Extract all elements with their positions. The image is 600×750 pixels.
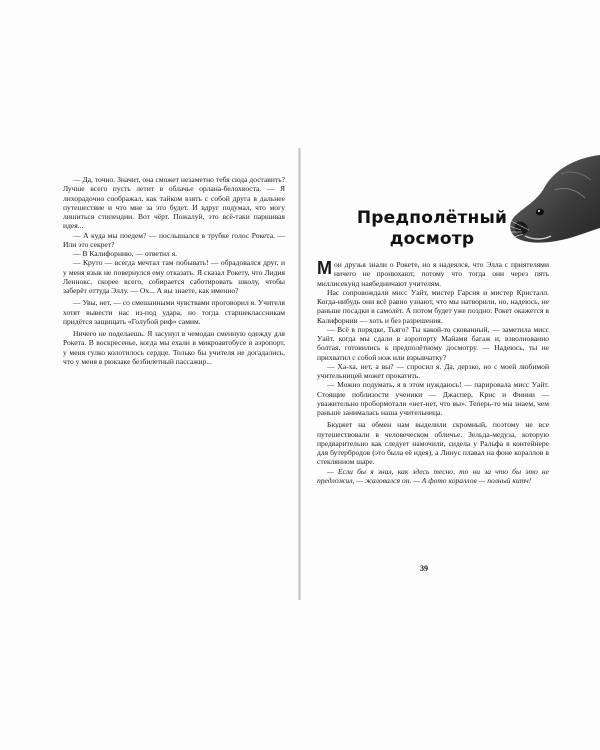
right-paragraph-5: — Можно подумать, я в этом нуждаюсь! — парировала мисс Уайт. Стоящие поблизости ученики — Джаспер, Крис и Финни — уважительно пробормотали «нет-нет, что вы». Теперь-то мы знаем, чем раньше занималась наша учительница. [317,380,549,417]
left-paragraph-3: — В Калифорнию, — ответил я. [73,249,178,258]
right-paragraph-1: ои друзья знали о Рокете, но я надеялся, что Элла с приятелями ничего не пронюхают, потому что тогда они через пять миллисекунд наябедничают учителям. [317,260,549,288]
chapter-title: Предполётный досмотр [356,208,508,249]
right-paragraph-4: — Ха-ха, нет, а вы? — спросил я. Да, дерзко, но с моей любимой учительницей может прокатить. [317,361,549,380]
left-page [63,175,285,366]
right-paragraph-2: Нас сопровождали мисс Уайт, мистер Гарсия и мистер Кристалл. Когда-нибудь они всё равно узнают, что мы натворили, но, надеюсь, не раньше посадки в самолёт. А потом будет уже поздно: Рокет окажется в Калифорнии — хоть и без разрешения. [317,287,549,325]
drop-cap: М [317,258,332,278]
left-paragraph-2: — А куда мы поедем? — послышался в трубке голос Рокета. — Или это секрет? [63,230,285,249]
right-paragraph-3: — Всё в порядке, Тьяго? Ты какой-то скованный, — заметила мисс Уайт, когда мы сдали в аэропорту Майами багаж и, взволнованно болтая, готовились к предполётному досмотру. — Надеюсь, ты не прихватил с собой нож или взрывчатку? [317,324,549,362]
left-paragraph-4: — Круто — всегда мечтал там побывать! — обрадовался друг, и у меня язык не повернулся ему отказать. Я сказал Рокету, что Лидия Леннокс, скорее всего, собирается саботировать школу, чтобы заберёт оттуда Эллу. — Ох... А вы знаете, как именно? [63,258,285,295]
right-paragraph-7: — Если бы я знал, как здесь тесно, то ни за что бы это не предложил, — жаловался он. — А фото кораллов — полный китч! [317,466,549,485]
left-paragraph-5: — Увы, нет, — со смешанными чувствами проговорил я. Учителя хотят вывести нас из-под удара, но тогда старшеклассникам придётся защищать «Голубой риф» самим. [63,298,285,326]
right-paragraph-6: Бюджет на обмен нам выделили скромный, поэтому не все путешествовали в человеческом обличье. Зельда-медуза, которую предварительно как следует намочили, сидела у Ральфа в контейнере для бутербродов (это была её идея), а Линус плавал на фоне кораллов в стеклянном шаре. [317,420,549,467]
opening-paragraph [317,260,549,288]
page-number: 39 [420,564,428,573]
right-page [317,260,549,485]
book-gutter [298,148,301,600]
left-paragraph-1: — Да, точно. Значит, она сможет незаметно тебя сюда доставить? Лучше всего пусть летит в облачье орлана-белохвоста. — Я лихорадочно соображал, как тайком взять с собой друга в дальнее путешествие и что мне за это будет. И вдруг подумал, что могу лишиться стипендии. Вот чёрт. Пожалуй, это всё-таки паршивая идея... [63,175,285,231]
left-paragraph-6: Ничего не поделаешь. Я засунул в чемодан сменную одежду для Рокета. В воскресенье, когда мы ехали в микроавтобусе в аэропорт, у меня гулко колотилось сердце. Только бы учителя не догадались, что у меня в рюкзаке безбилетный пассажир... [63,329,285,366]
